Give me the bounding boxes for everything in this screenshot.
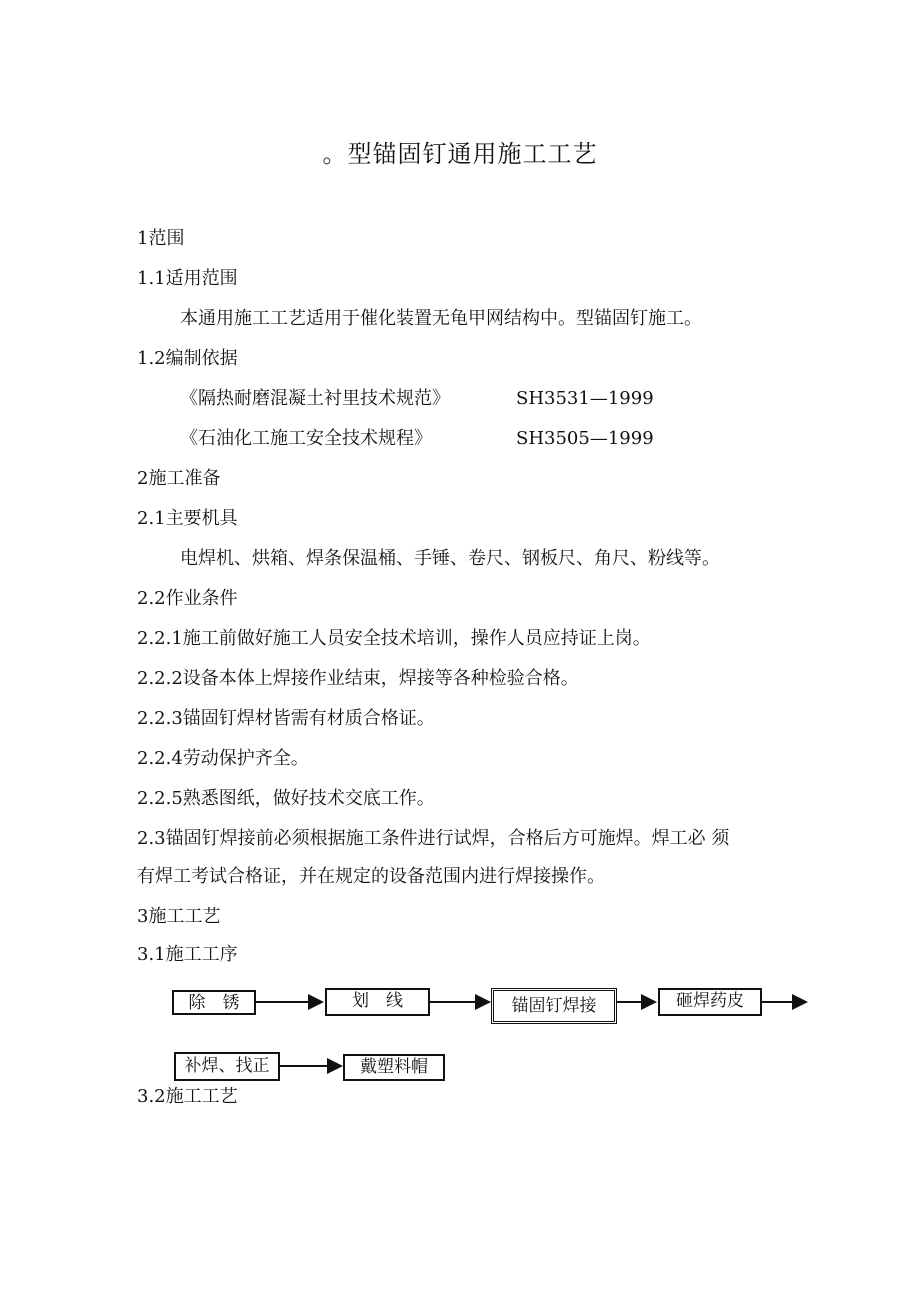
flow-step-anchor-welding: 锚固钉焊接 <box>491 988 617 1024</box>
document-title: 。型锚固钉通用施工工艺 <box>322 140 598 168</box>
section-2-2-heading: 2.2作业条件 <box>137 588 238 609</box>
section-2-1-text: 电焊机、烘箱、焊条保温桶、手锤、卷尺、钢板尺、角尺、粉线等。 <box>180 548 720 569</box>
standard-2-name: 《石油化工施工安全技术规程》 <box>180 428 432 449</box>
section-3-heading: 3施工工艺 <box>137 906 221 927</box>
condition-item: 2.2.1施工前做好施工人员安全技术培训，操作人员应持证上岗。 <box>137 628 651 649</box>
section-3-1-heading: 3.1施工工序 <box>137 944 238 965</box>
flow-step-rust-removal: 除 锈 <box>172 990 256 1015</box>
flow-step-slag-removal: 砸焊药皮 <box>658 988 762 1016</box>
section-3-2-heading: 3.2施工工艺 <box>137 1086 238 1107</box>
flow-step-plastic-cap: 戴塑料帽 <box>343 1054 445 1081</box>
flow-step-repair-weld: 补焊、找正 <box>174 1052 280 1081</box>
section-2-3-line-1: 2.3锚固钉焊接前必须根据施工条件进行试焊，合格后方可施焊。焊工必 须 <box>137 828 730 849</box>
section-1-1-heading: 1.1适用范围 <box>137 268 238 289</box>
section-2-heading: 2施工准备 <box>137 468 221 489</box>
condition-item: 2.2.5熟悉图纸，做好技术交底工作。 <box>137 788 435 809</box>
section-1-heading: 1范围 <box>137 228 185 249</box>
standard-2-code: SH3505—1999 <box>516 428 654 449</box>
section-1-1-text: 本通用施工工艺适用于催化装置无龟甲网结构中。型锚固钉施工。 <box>180 308 702 329</box>
section-2-1-heading: 2.1主要机具 <box>137 508 238 529</box>
condition-item: 2.2.4劳动保护齐全。 <box>137 748 309 769</box>
section-1-2-heading: 1.2编制依据 <box>137 348 238 369</box>
section-2-3-line-2: 有焊工考试合格证，并在规定的设备范围内进行焊接操作。 <box>137 866 605 887</box>
flow-step-marking: 划 线 <box>325 988 430 1016</box>
condition-item: 2.2.3锚固钉焊材皆需有材质合格证。 <box>137 708 435 729</box>
condition-item: 2.2.2设备本体上焊接作业结束，焊接等各种检验合格。 <box>137 668 579 689</box>
standard-1-name: 《隔热耐磨混凝土衬里技术规范》 <box>180 388 450 409</box>
standard-1-code: SH3531—1999 <box>516 388 654 409</box>
